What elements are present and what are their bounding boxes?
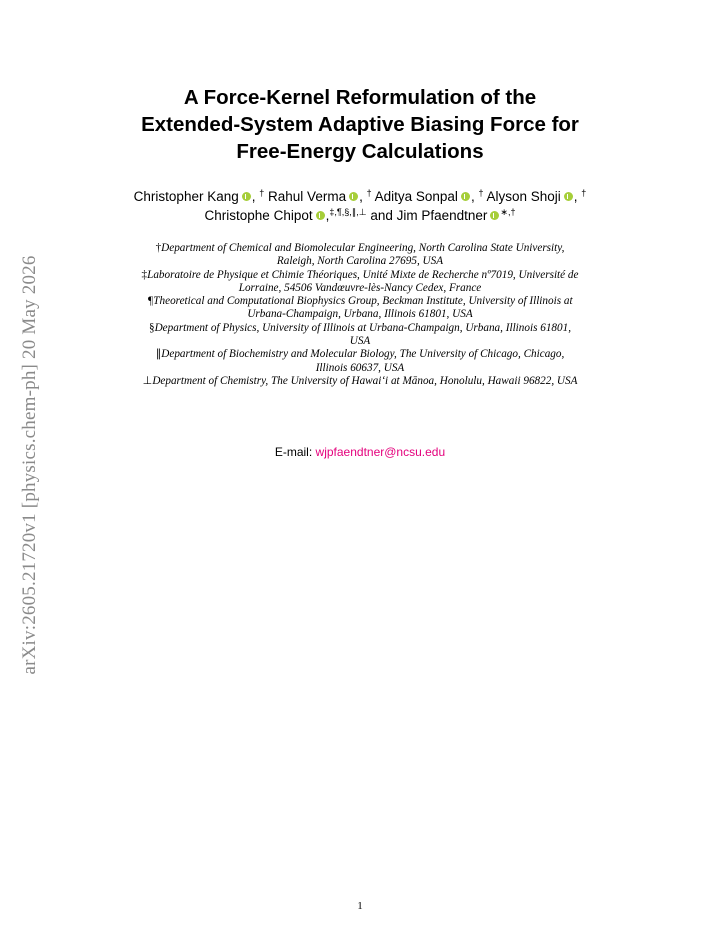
affiliation-symbol: ∥ [155,348,162,361]
affiliation-line: †Department of Chemical and Biomolecular Engineering, North Carolina State University, [155,242,565,254]
affiliation-line: Illinois 60637, USA [315,361,405,374]
affiliation-mark: † [366,188,372,198]
affiliation-mark: ∗,† [500,207,516,217]
orcid-icon[interactable] [490,211,499,220]
title-line: A Force-Kernel Reformulation of the [183,86,537,109]
orcid-icon[interactable] [316,211,325,220]
arxiv-identifier: arXiv:2605.21720v1 [physics.chem-ph] 20 May 2026 [19,255,40,675]
author-name: Alyson Shoji [486,189,561,204]
author-line: Christophe Chipot ,‡,¶,§,∥,⊥ and Jim Pfaendtner ∗,† [204,207,516,223]
affiliation-line: Lorraine, 54506 Vandœuvre-lès-Nancy Cedex, France [238,281,482,294]
email-link[interactable]: wjpfaendtner@ncsu.edu [315,445,446,459]
affiliation-symbol: ‡ [141,268,148,281]
affiliation-line: USA [349,335,371,348]
orcid-icon[interactable] [461,192,470,201]
affiliation-line: ⊥Department of Chemistry, The University of Hawai‘i at Mānoa, Honolulu, Hawaii 96822, USA [142,374,578,387]
affiliation-line: ¶Theoretical and Computational Biophysics Group, Beckman Institute, University of Illinois at [147,295,573,308]
orcid-icon[interactable] [242,192,251,201]
author-name: Aditya Sonpal [374,189,458,204]
affiliation-symbol: ⊥ [142,374,153,387]
affiliation-line: ‡Laboratoire de Physique et Chimie Théoriques, Unité Mixte de Recherche nº7019, Université de [141,268,579,281]
title-line: Extended-System Adaptive Biasing Force for [141,113,579,136]
page-number: 1 [357,900,363,912]
author-name: Rahul Verma [268,189,347,204]
author-conjunction: and [370,208,393,223]
affiliation-list [70,242,650,388]
author-name: Jim Pfaendtner [396,208,488,223]
author-line: Christopher Kang , † Rahul Verma , † Aditya Sonpal , † Alyson Shoji , † [133,188,587,204]
affiliation-symbol: ¶ [147,295,154,308]
affiliation-line: ∥Department of Biochemistry and Molecular Biology, The University of Chicago, Chicago, [155,348,565,361]
affiliation-mark: † [259,188,265,198]
affiliation-line: Raleigh, North Carolina 27695, USA [276,255,444,268]
affiliation-line: Urbana-Champaign, Urbana, Illinois 61801, USA [247,308,473,321]
author-name: Christophe Chipot [204,208,313,223]
affiliation-mark: † [581,188,587,198]
paper-title [80,84,640,165]
affiliation-symbol: § [149,321,155,334]
orcid-icon[interactable] [564,192,573,201]
arxiv-side-stamp [10,205,50,725]
orcid-icon[interactable] [349,192,358,201]
author-list [70,187,650,225]
email-label: E-mail: [274,445,313,459]
affiliation-mark: ‡,¶,§,∥,⊥ [329,207,367,217]
title-line: Free-Energy Calculations [236,140,484,163]
affiliation-symbol: † [155,242,162,254]
affiliation-mark: † [478,188,484,198]
contact-email [70,445,650,459]
author-name: Christopher Kang [133,189,239,204]
affiliation-line: §Department of Physics, University of Illinois at Urbana-Champaign, Urbana, Illinois 61801, [149,321,571,334]
